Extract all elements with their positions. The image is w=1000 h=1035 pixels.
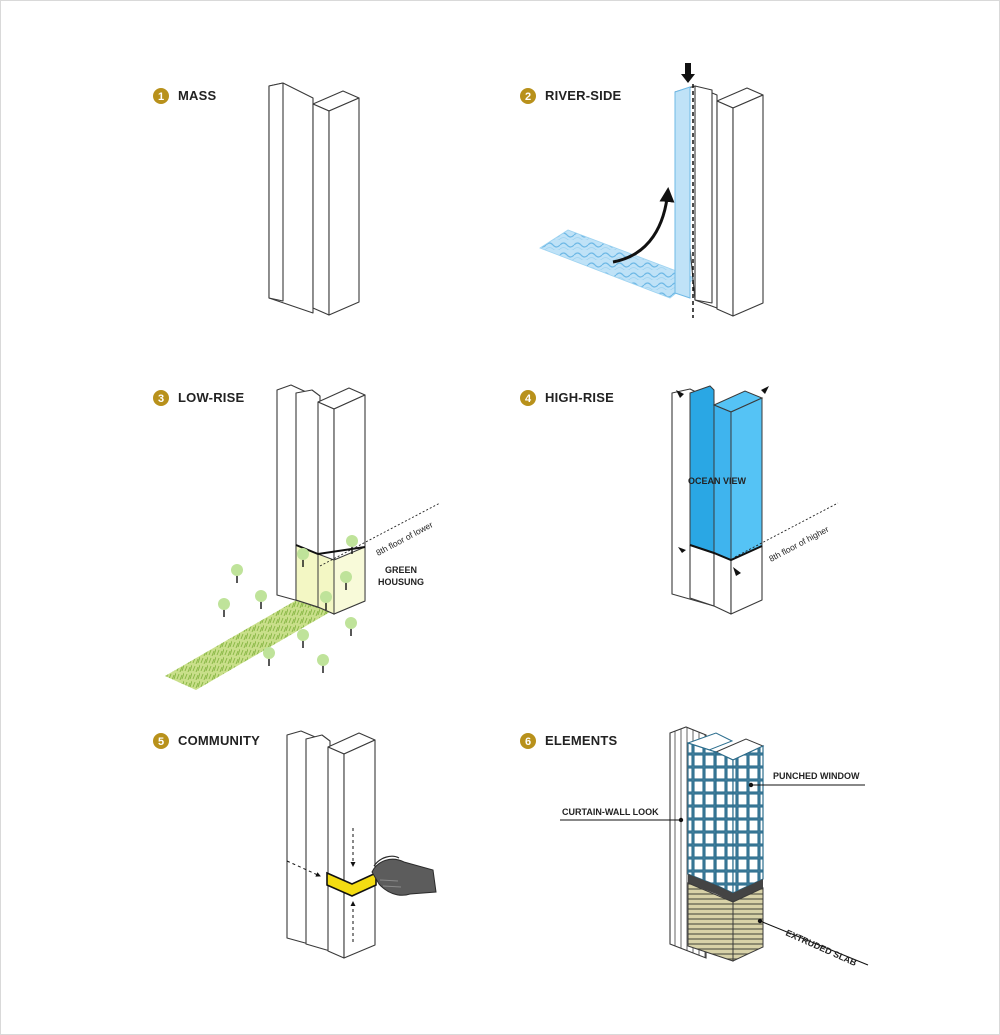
step-5-number: 5	[157, 736, 165, 748]
punched-window-right	[733, 746, 763, 893]
tree-icon	[218, 598, 230, 617]
punched-window-mid	[716, 752, 733, 893]
step-1-number: 1	[157, 91, 165, 103]
step-4-number: 4	[524, 393, 532, 405]
green-strip	[165, 598, 330, 690]
punched-window-left	[688, 743, 716, 885]
step-1-title: MASS	[178, 88, 217, 103]
highrise-floor-label: 8th floor of higher	[767, 523, 831, 564]
step-2-number: 2	[524, 91, 532, 103]
extruded-slab-label: EXTRUDED SLAB	[784, 927, 859, 968]
lowrise-floor-label: 8th floor of lower	[374, 519, 435, 558]
punched-window-label: PUNCHED WINDOW	[773, 771, 860, 781]
river-surface	[540, 230, 695, 298]
riverside-tower	[675, 84, 763, 318]
lowrise-park	[165, 598, 330, 690]
curtain-wall-callout	[560, 807, 683, 822]
step-4-header	[520, 390, 614, 406]
hand-icon	[372, 856, 436, 895]
tree-icon	[297, 629, 309, 648]
extruded-slab-callout	[758, 919, 868, 968]
tree-icon	[255, 590, 267, 609]
curtain-wall-label: CURTAIN-WALL LOOK	[562, 807, 659, 817]
tree-icon	[231, 564, 243, 583]
step-1-header	[153, 88, 216, 104]
step-5-header	[153, 733, 260, 749]
tree-icon	[345, 617, 357, 636]
marker-top-right	[761, 386, 769, 394]
highrise-tower	[672, 386, 838, 614]
community-tower	[287, 731, 376, 958]
river-facing-facade	[675, 87, 690, 298]
ocean-view-side	[690, 386, 714, 553]
green-housing-label-2: HOUSUNG	[377, 577, 425, 587]
step-5-title: COMMUNITY	[178, 733, 260, 748]
tree-icon	[317, 654, 329, 673]
step-3-title: LOW-RISE	[178, 390, 245, 405]
step-3-number: 3	[157, 393, 165, 405]
tree-icon	[263, 647, 275, 666]
step-2-header	[520, 88, 622, 104]
ocean-view-label: OCEAN VIEW	[687, 476, 747, 486]
step-6-header	[520, 733, 618, 749]
step-6-number: 6	[524, 736, 532, 748]
mass-tower	[269, 83, 359, 315]
elements-tower	[670, 727, 763, 961]
step-3-header	[153, 390, 244, 406]
step-6-title: ELEMENTS	[545, 733, 618, 748]
green-housing-label-1: GREEN	[384, 565, 418, 575]
step-2-title: RIVER-SIDE	[545, 88, 622, 103]
punched-window-callout	[749, 771, 865, 787]
riverside-river	[540, 230, 695, 298]
river-down-arrow-icon	[681, 63, 695, 83]
step-4-title: HIGH-RISE	[545, 390, 614, 405]
